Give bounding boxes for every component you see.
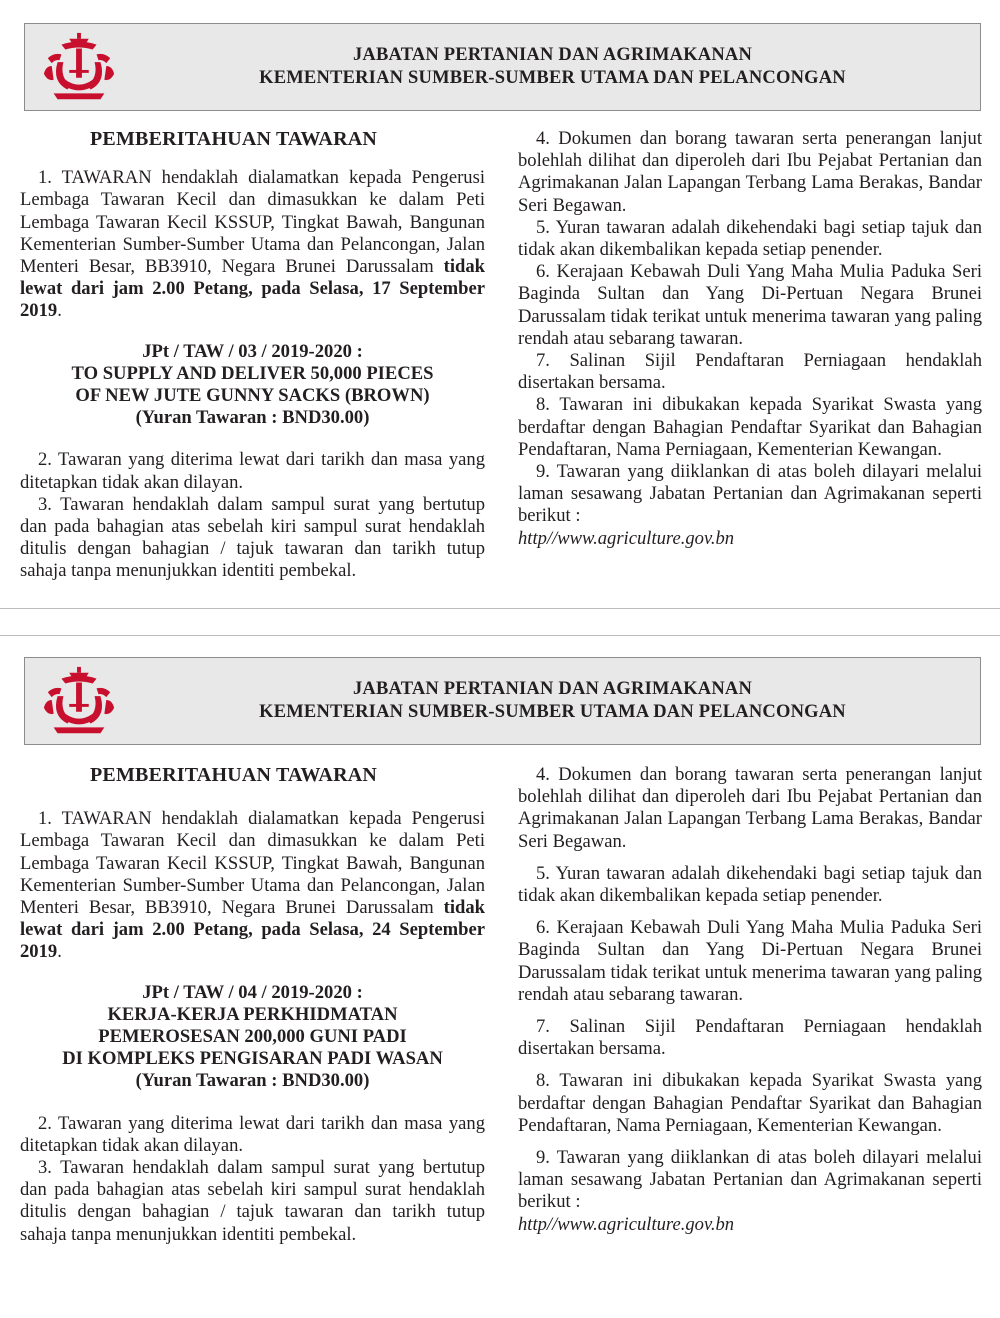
paragraph-6: 6. Kerajaan Kebawah Duli Yang Maha Mulia Paduka Seri Baginda Sultan dan Yang Di-Pertuan Negara Brunei Darussalam tidak terikat untuk menerima tawaran yang paling rendah atau sebarang tawaran.: [518, 261, 982, 349]
paragraph-4: 4. Dokumen dan borang tawaran serta penerangan lanjut bolehlah dilihat dan diperoleh dari Ibu Pejabat Pertanian dan Agrimakanan Jalan Lapangan Terbang Lama Berakas, Bandar Seri Begawan.: [518, 764, 982, 852]
paragraph-9: 9. Tawaran yang diiklankan di atas boleh dilayari melalui laman sesawang Jabatan Pertanian dan Agrimakanan seperti berikut :: [518, 461, 982, 527]
notice-header: [24, 657, 981, 745]
department-name: JABATAN PERTANIAN DAN AGRIMAKANAN: [352, 679, 753, 699]
paragraph-5: 5. Yuran tawaran adalah dikehendaki bagi setiap tajuk dan tidak akan dikembalikan kepada setiap penender.: [518, 862, 982, 907]
paragraph-6: 6. Kerajaan Kebawah Duli Yang Maha Mulia Paduka Seri Baginda Sultan dan Yang Di-Pertuan Negara Brunei Darussalam tidak terikat untuk menerima tawaran yang paling rendah atau sebarang tawaran.: [518, 917, 982, 1005]
tender-fee: (Yuran Tawaran : BND30.00): [135, 407, 370, 429]
paragraph-7: 7. Salinan Sijil Pendaftaran Perniagaan hendaklah disertakan bersama.: [518, 350, 982, 394]
paragraph-8: 8. Tawaran ini dibukakan kepada Syarikat Swasta yang berdaftar dengan Bahagian Pendaftar Syarikat dan Bahagian Pendaftaran, Nama Perniagaan, Kementerian Kewangan.: [518, 1070, 982, 1136]
notice-title: PEMBERITAHUAN TAWARAN: [90, 128, 378, 150]
right-column: [518, 128, 982, 550]
website-link[interactable]: http//www.agriculture.gov.bn: [518, 527, 735, 549]
ministry-name: KEMENTERIAN SUMBER-SUMBER UTAMA DAN PELANCONGAN: [259, 702, 846, 722]
left-column: [20, 128, 485, 583]
paragraph-1-end: .: [57, 941, 62, 963]
paragraph-8: 8. Tawaran ini dibukakan kepada Syarikat Swasta yang berdaftar dengan Bahagian Pendaftar Syarikat dan Bahagian Pendaftaran, Nama Perniagaan, Kementerian Kewangan.: [518, 394, 982, 460]
tender-notice-1: [0, 0, 1000, 609]
paragraph-1-end: .: [57, 300, 62, 322]
reference-title-line: TO SUPPLY AND DELIVER 50,000 PIECES: [71, 362, 434, 384]
left-column: [20, 764, 485, 1246]
paragraph-1-text: 1. TAWARAN hendaklah dialamatkan kepada Pengerusi Lembaga Tawaran Kecil dan dimasukkan ke dalam Peti Lembaga Tawaran Kecil KSSUP, Tingkat Bawah, Bangunan Kementerian Sumber-Sumber Utama dan Pelancongan, Jalan Menteri Besar, BB3910, Negara Brunei Darussalam: [20, 167, 485, 278]
tender-fee: (Yuran Tawaran : BND30.00): [135, 1070, 370, 1092]
paragraph-4: 4. Dokumen dan borang tawaran serta penerangan lanjut bolehlah dilihat dan diperoleh dari Ibu Pejabat Pertanian dan Agrimakanan Jalan Lapangan Terbang Lama Berakas, Bandar Seri Begawan.: [518, 128, 982, 216]
paragraph-9: 9. Tawaran yang diiklankan di atas boleh dilayari melalui laman sesawang Jabatan Pertanian dan Agrimakanan seperti berikut :: [518, 1147, 982, 1213]
paragraph-7: 7. Salinan Sijil Pendaftaran Perniagaan hendaklah disertakan bersama.: [518, 1016, 982, 1060]
tender-reference: [20, 341, 485, 430]
brunei-crest-icon: [40, 664, 118, 740]
closing-deadline: tidak lewat dari jam 2.00 Petang, pada Selasa, 17 September 2019: [20, 256, 485, 322]
brunei-crest-icon: [40, 30, 118, 106]
notice-header: [24, 23, 981, 111]
paragraph-2: 2. Tawaran yang diterima lewat dari tarikh dan masa yang ditetapkan tidak akan dilayan.: [20, 1112, 485, 1156]
reference-number: JPt / TAW / 04 / 2019-2020 :: [142, 981, 363, 1003]
reference-title-line: PEMEROSESAN 200,000 GUNI PADI: [98, 1026, 407, 1048]
paragraph-5: 5. Yuran tawaran adalah dikehendaki bagi setiap tajuk dan tidak akan dikembalikan kepada setiap penender.: [518, 216, 982, 261]
ministry-name: KEMENTERIAN SUMBER-SUMBER UTAMA DAN PELANCONGAN: [259, 68, 846, 88]
header-text: [135, 44, 970, 90]
website-link[interactable]: http//www.agriculture.gov.bn: [518, 1213, 735, 1235]
reference-number: JPt / TAW / 03 / 2019-2020 :: [142, 340, 363, 362]
paragraph-1: [20, 167, 485, 322]
department-name: JABATAN PERTANIAN DAN AGRIMAKANAN: [352, 45, 753, 65]
paragraph-2: 2. Tawaran yang diterima lewat dari tarikh dan masa yang ditetapkan tidak akan dilayan.: [20, 449, 485, 493]
paragraph-1-text: 1. TAWARAN hendaklah dialamatkan kepada Pengerusi Lembaga Tawaran Kecil dan dimasukkan ke dalam Peti Lembaga Tawaran Kecil KSSUP, Tingkat Bawah, Bangunan Kementerian Sumber-Sumber Utama dan Pelancongan, Jalan Menteri Besar, BB3910, Negara Brunei Darussalam: [20, 808, 485, 919]
reference-title-line: DI KOMPLEKS PENGISARAN PADI WASAN: [62, 1048, 443, 1070]
tender-reference: [20, 982, 485, 1093]
tender-notice-2: [0, 635, 1000, 1318]
right-column: [518, 764, 982, 1246]
paragraph-1: [20, 808, 485, 963]
paragraph-3: 3. Tawaran hendaklah dalam sampul surat yang bertutup dan pada bahagian atas sebelah kiri sampul surat hendaklah ditulis dengan bahagian / tajuk tawaran dan tarikh tutup sahaja tanpa menunjukkan identiti pembekal.: [20, 1157, 485, 1245]
paragraph-3: 3. Tawaran hendaklah dalam sampul surat yang bertutup dan pada bahagian atas sebelah kiri sampul surat hendaklah ditulis dengan bahagian / tajuk tawaran dan tarikh tutup sahaja tanpa menunjukkan identiti pembekal.: [20, 493, 485, 582]
header-text: [135, 678, 970, 724]
notice-title: PEMBERITAHUAN TAWARAN: [90, 764, 378, 786]
reference-title-line: OF NEW JUTE GUNNY SACKS (BROWN): [75, 385, 430, 407]
closing-deadline: tidak lewat dari jam 2.00 Petang, pada Selasa, 24 September 2019: [20, 897, 485, 963]
reference-title-line: KERJA-KERJA PERKHIDMATAN: [107, 1003, 398, 1025]
